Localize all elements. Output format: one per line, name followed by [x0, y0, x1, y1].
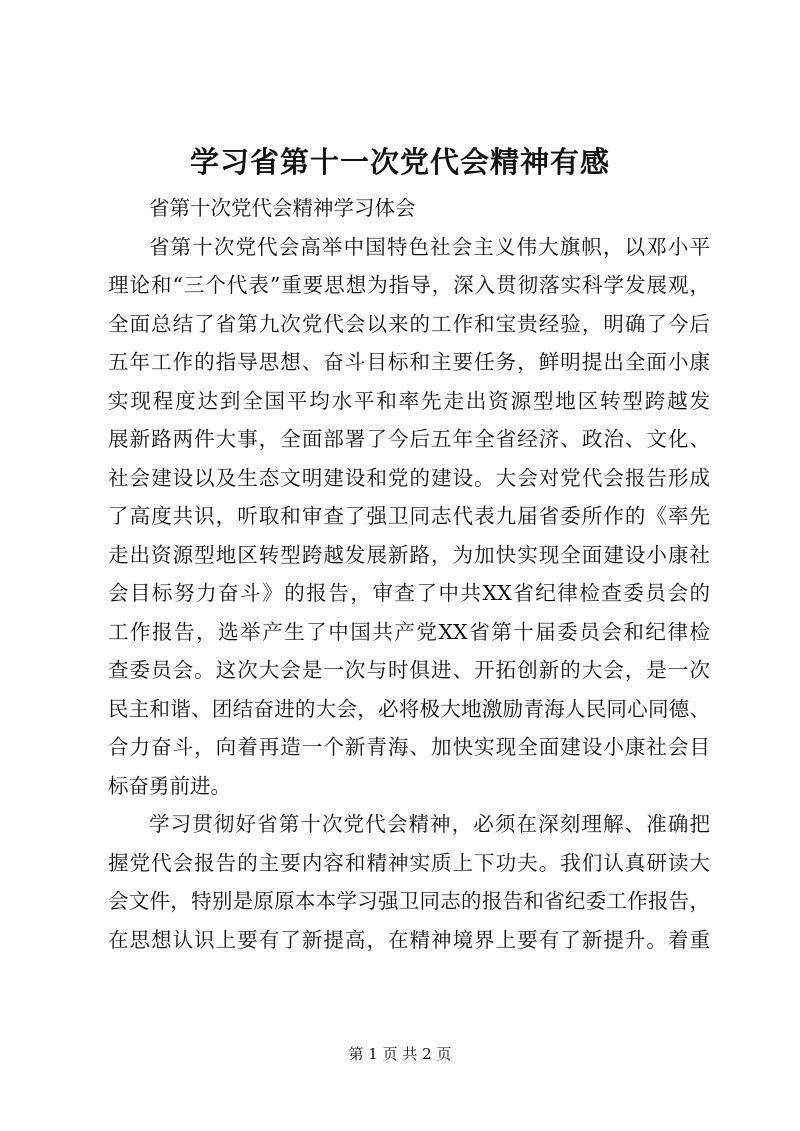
paragraph-line: 理论和“三个代表”重要思想为指导，深入贯彻落实科学发展观，	[108, 273, 710, 297]
paragraph-line: 省第十次党代会高举中国特色社会主义伟大旗帜，以邓小平	[149, 234, 710, 259]
paragraph-line: 标奋勇前进。	[108, 773, 231, 798]
document-title: 学习省第十一次党代会精神有感	[189, 145, 610, 179]
paragraph-line: 社会建设以及生态文明建设和党的建设。大会对党代会报告形成	[108, 465, 710, 490]
paragraph-line: 学习贯彻好省第十次党代会精神，必须在深刻理解、准确把	[149, 812, 710, 836]
paragraph-line: 工作报告，选举产生了中国共产党XX省第十届委员会和纪律检	[108, 619, 710, 644]
subtitle-line: 省第十次党代会精神学习体会	[149, 196, 416, 220]
page-footer: 第 1 页 共 2 页	[348, 1045, 452, 1063]
paragraph-line: 在思想认识上要有了新提高，在精神境界上要有了新提升。着重	[108, 927, 710, 952]
paragraph-line: 查委员会。这次大会是一次与时俱进、开拓创新的大会，是一次	[108, 658, 710, 682]
document-body	[108, 189, 710, 959]
paragraph-line: 展新路两件大事，全面部署了今后五年全省经济、政治、文化、	[108, 427, 710, 451]
paragraph-line: 全面总结了省第九次党代会以来的工作和宝贵经验，明确了今后	[108, 311, 710, 336]
paragraph-line: 五年工作的指导思想、奋斗目标和主要任务，鲜明提出全面小康	[108, 350, 710, 374]
paragraph-line: 会目标努力奋斗》的报告，审查了中共XX省纪律检查委员会的	[108, 581, 710, 605]
paragraph-line: 了高度共识，听取和审查了强卫同志代表九届省委所作的《率先	[108, 504, 710, 528]
paragraph-line: 民主和谐、团结奋进的大会，必将极大地激励青海人民同心同德、	[108, 696, 710, 721]
paragraph-line: 走出资源型地区转型跨越发展新路，为加快实现全面建设小康社	[108, 542, 710, 567]
paragraph-line: 握党代会报告的主要内容和精神实质上下功夫。我们认真研读大	[108, 850, 710, 875]
paragraph-line: 会文件，特别是原原本本学习强卫同志的报告和省纪委工作报告，	[108, 889, 710, 913]
paragraph-line: 合力奋斗，向着再造一个新青海、加快实现全面建设小康社会目	[108, 735, 710, 759]
paragraph-line: 实现程度达到全国平均水平和率先走出资源型地区转型跨越发	[108, 388, 710, 413]
